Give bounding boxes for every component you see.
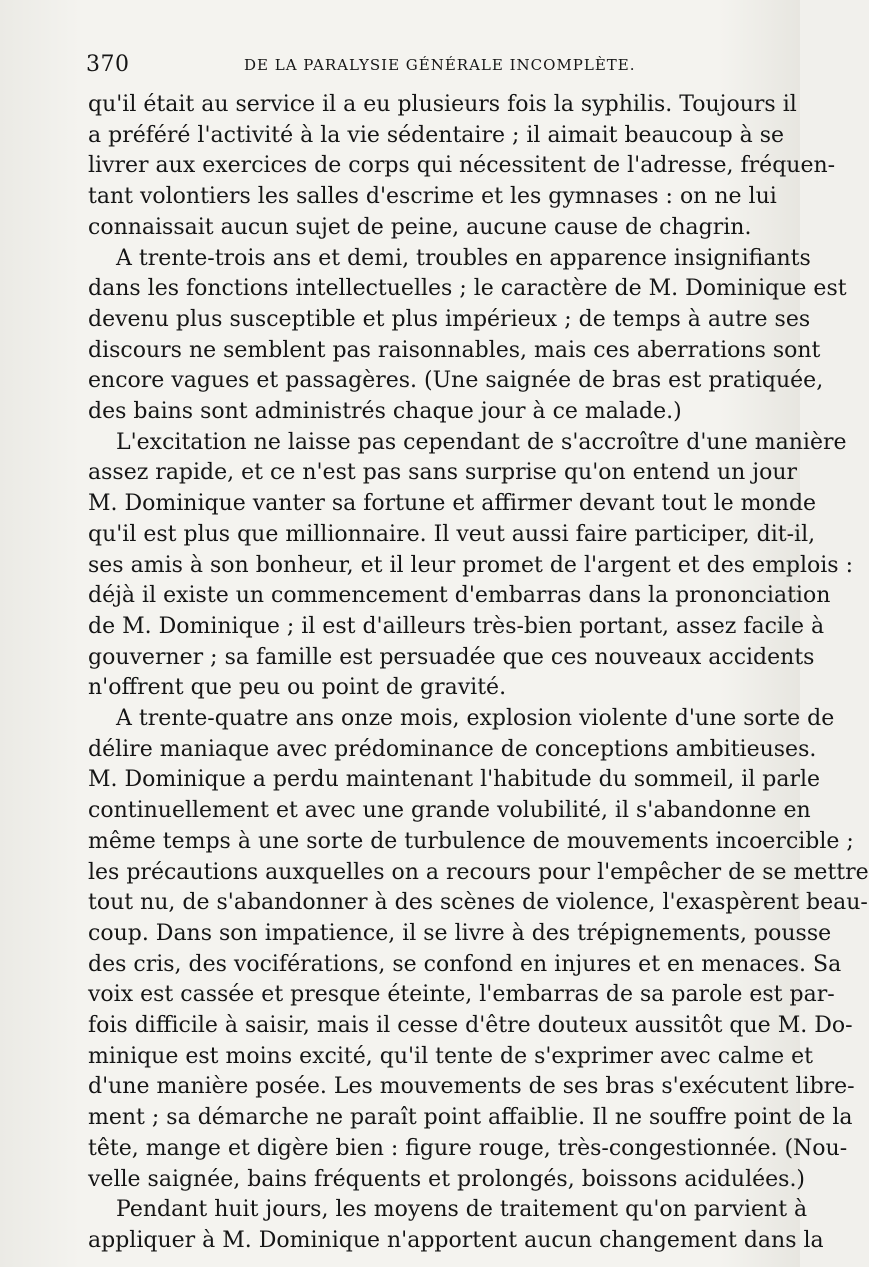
text-line: gouverner ; sa famille est persuadée que ces nouveaux accidents [88,644,815,670]
text-line: tête, mange et digère bien : figure rouge, très-congestionnée. (Nou- [88,1135,848,1161]
text-line: A trente-quatre ans onze mois, explosion violente d'une sorte de [116,706,835,731]
text-line: fois difficile à saisir, mais il cesse d'être douteux aussitôt que M. Do- [88,1013,853,1038]
page-number: 370 [86,52,130,77]
text-line: voix est cassée et presque éteinte, l'embarras de sa parole est par- [88,982,835,1008]
text-line: des bains sont administrés chaque jour à ce malade.) [88,399,682,424]
text-line: M. Dominique a perdu maintenant l'habitude du sommeil, il parle [88,767,821,793]
text-line: encore vagues et passagères. (Une saignée de bras est pratiquée, [88,368,824,394]
text-line: Pendant huit jours, les moyens de traitement qu'on parvient à [116,1197,808,1223]
running-title: DE LA PARALYSIE GÉNÉRALE INCOMPLÈTE. [244,56,636,74]
text-line: M. Dominique vanter sa fortune et affirmer devant tout le monde [88,491,817,517]
text-line: ment ; sa démarche ne paraît point affaiblie. Il ne souffre point de la [88,1105,853,1131]
text-line: a préféré l'activité à la vie sédentaire ; il aimait beaucoup à se [88,122,785,148]
text-line: connaissait aucun sujet de peine, aucune cause de chagrin. [88,214,752,240]
text-line: coup. Dans son impatience, il se livre à des trépignements, pousse [88,920,832,946]
page-header [86,52,766,78]
text-line: dans les fonctions intellectuelles ; le caractère de M. Dominique est [88,276,847,302]
text-line: tant volontiers les salles d'escrime et les gymnases : on ne lui [88,184,777,210]
text-line: les précautions auxquelles on a recours pour l'empêcher de se mettre [88,859,869,885]
text-line: appliquer à M. Dominique n'apportent aucun changement dans la [88,1227,824,1253]
text-line: qu'il était au service il a eu plusieurs fois la syphilis. Toujours il [88,92,797,117]
text-line: A trente-trois ans et demi, troubles en apparence insignifiants [116,245,811,271]
text-line: continuellement et avec une grande volubilité, il s'abandonne en [88,798,811,824]
text-line: tout nu, de s'abandonner à des scènes de violence, l'exaspèrent beau- [88,890,868,916]
text-line: velle saignée, bains fréquents et prolongés, boissons acidulées.) [88,1166,806,1192]
text-line: n'offrent que peu ou point de gravité. [88,675,507,701]
text-line: devenu plus susceptible et plus impérieux ; de temps à autre ses [88,306,811,332]
text-line: de M. Dominique ; il est d'ailleurs très-bien portant, assez facile à [88,613,825,639]
text-line: assez rapide, et ce n'est pas sans surprise qu'on entend un jour [88,460,798,486]
text-line: même temps à une sorte de turbulence de mouvements incoercible ; [88,828,854,854]
text-line: d'une manière posée. Les mouvements de ses bras s'exécutent libre- [88,1074,855,1100]
text-line: ses amis à son bonheur, et il leur promet de l'argent et des emplois : [88,552,853,578]
text-line: déjà il existe un commencement d'embarras dans la prononciation [88,583,831,609]
text-line: délire maniaque avec prédominance de conceptions ambitieuses. [88,736,817,762]
text-line: des cris, des vociférations, se confond en injures et en menaces. Sa [88,951,842,977]
text-line: livrer aux exercices de corps qui nécessitent de l'adresse, fréquen- [88,153,836,179]
text-line: L'excitation ne laisse pas cependant de s'accroître d'une manière [116,429,847,455]
body-text [88,90,869,1253]
text-line: qu'il est plus que millionnaire. Il veut aussi faire participer, dit-il, [88,521,816,547]
text-line: minique est moins excité, qu'il tente de s'exprimer avec calme et [88,1043,813,1069]
text-line: discours ne semblent pas raisonnables, mais ces aberrations sont [88,337,821,363]
